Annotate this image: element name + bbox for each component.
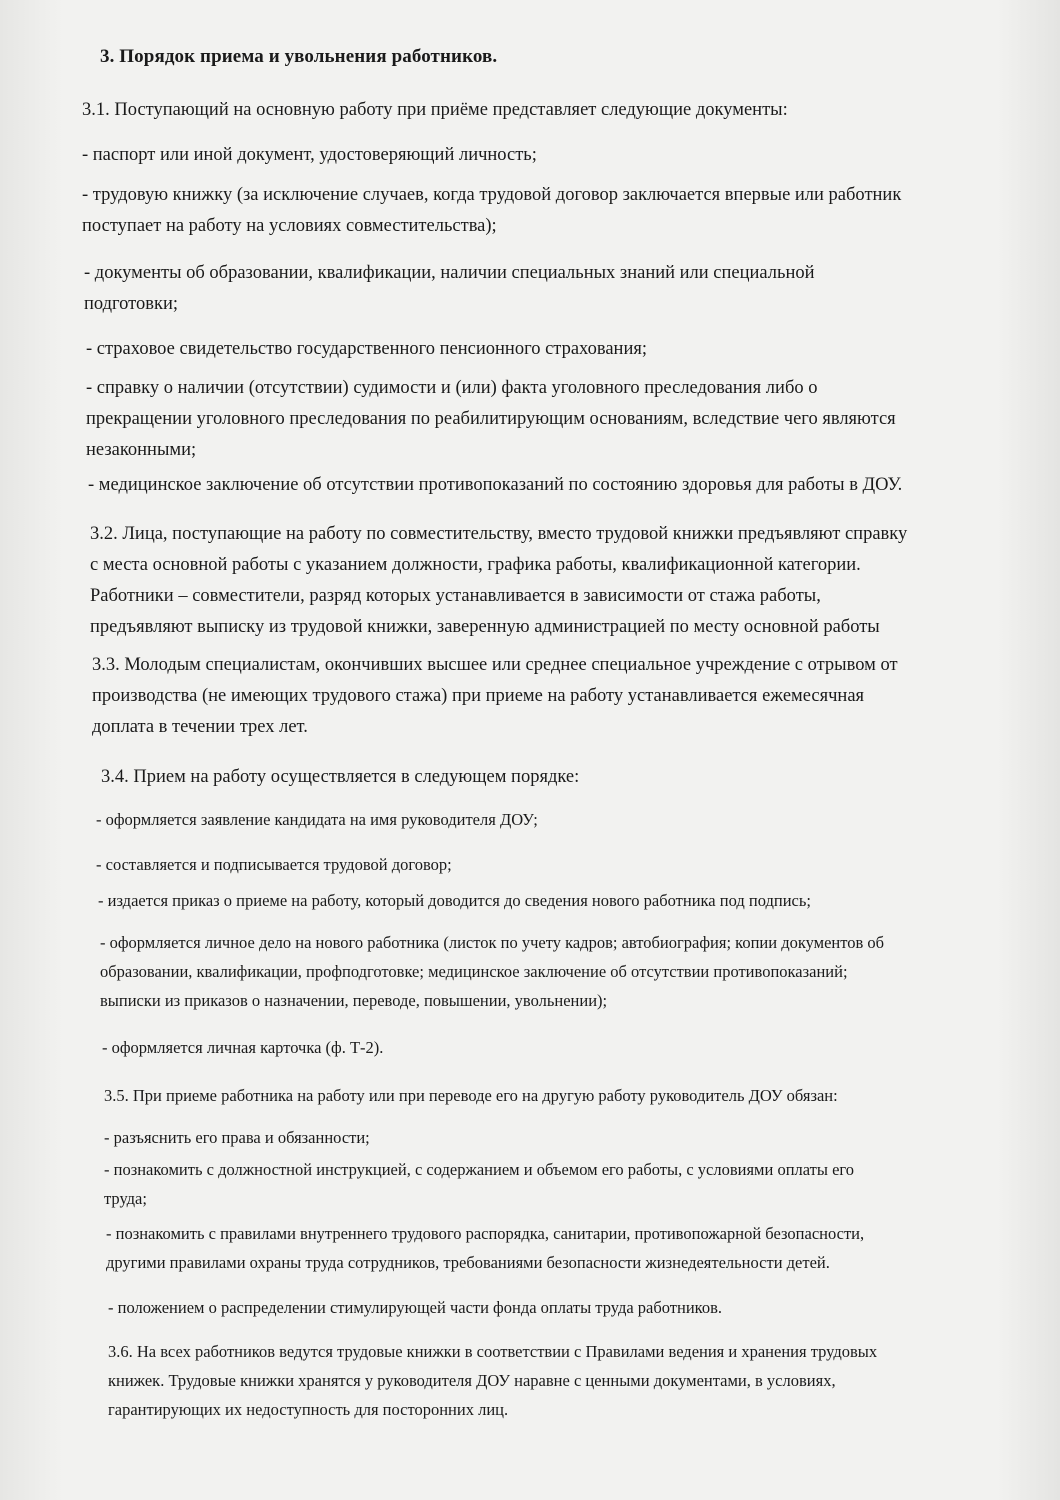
text-line: прекращении уголовного преследования по реабилитирующим основаниям, вследствие чего являются [86, 409, 896, 429]
text-line: - оформляется личное дело на нового работника (листок по учету кадров; автобиография; копии документов об [100, 933, 885, 952]
text-line: книжек. Трудовые книжки хранятся у руководителя ДОУ наравне с ценными документами, в условиях, [108, 1371, 836, 1390]
text-line: - положением о распределении стимулирующей части фонда оплаты труда работников. [108, 1298, 723, 1317]
text-line: - справку о наличии (отсутствии) судимости и (или) факта уголовного преследования либо о [86, 378, 818, 398]
paragraph-17 [104, 1123, 370, 1152]
paragraph-20 [108, 1293, 722, 1322]
text-line: выписки из приказов о назначении, переводе, повышении, увольнении); [100, 991, 608, 1010]
text-line: производства (не имеющих трудового стажа) при приеме на работу устанавливается ежемесячная [92, 686, 865, 706]
text-line: - разъяснить его права и обязанности; [104, 1128, 370, 1147]
paragraph-7 [88, 470, 902, 501]
paragraph-2 [82, 140, 537, 171]
text-line: 3.5. При приеме работника на работу или при переводе его на другую работу руководитель ДОУ обязан: [104, 1086, 838, 1105]
text-line: - паспорт или иной документ, удостоверяющий личность; [82, 145, 537, 165]
paragraph-1 [82, 95, 788, 126]
paragraph-16 [104, 1081, 838, 1110]
text-line: другими правилами охраны труда сотрудников, требованиями безопасности жизнедеятельности детей. [106, 1253, 830, 1272]
text-line: - страховое свидетельство государственного пенсионного страхования; [86, 339, 648, 359]
text-line: доплата в течении трех лет. [92, 717, 308, 737]
text-line: - оформляется заявление кандидата на имя руководителя ДОУ; [96, 810, 538, 829]
text-line: 3.4. Прием на работу осуществляется в следующем порядке: [101, 767, 580, 787]
paragraph-6 [86, 373, 896, 466]
text-line: - издается приказ о приеме на работу, который доводится до сведения нового работника под подпись; [98, 891, 811, 910]
paragraph-14 [100, 928, 884, 1015]
paragraph-11 [96, 805, 538, 834]
text-line: поступает на работу на условиях совместительства); [82, 216, 497, 236]
paragraph-21 [108, 1337, 877, 1424]
text-line: - трудовую книжку (за исключение случаев, когда трудовой договор заключается впервые или работник [82, 185, 902, 205]
text-line: - медицинское заключение об отсутствии противопоказаний по состоянию здоровья для работы в ДОУ. [88, 475, 903, 495]
text-line: - составляется и подписывается трудовой договор; [96, 855, 452, 874]
paragraph-15 [102, 1033, 383, 1062]
paragraph-10 [101, 762, 579, 793]
paragraph-12 [96, 850, 452, 879]
text-line: предъявляют выписку из трудовой книжки, заверенную администрацией по месту основной работы [90, 617, 880, 637]
text-line: Работники – совместители, разряд которых устанавливается в зависимости от стажа работы, [90, 586, 821, 606]
paragraph-3 [82, 180, 901, 242]
text-line: 3.3. Молодым специалистам, окончивших высшее или среднее специальное учреждение с отрывом от [92, 655, 898, 675]
section-heading: 3. Порядок приема и увольнения работников. [100, 46, 498, 67]
paragraph-8 [90, 519, 907, 643]
text-line: образовании, квалификации, профподготовке; медицинское заключение об отсутствии противопоказаний; [100, 962, 848, 981]
text-line: подготовки; [84, 294, 179, 314]
paragraph-5 [86, 334, 647, 365]
text-line: труда; [104, 1189, 147, 1208]
paragraph-13 [98, 886, 811, 915]
paragraph-4 [84, 258, 815, 320]
text-line: с места основной работы с указанием должности, графика работы, квалификационной категории. [90, 555, 861, 575]
text-line: незаконными; [86, 440, 197, 460]
paragraph-19 [106, 1219, 864, 1277]
text-line: 3.6. На всех работников ведутся трудовые книжки в соответствии с Правилами ведения и хранения трудовых [108, 1342, 878, 1361]
paragraph-9 [92, 650, 898, 743]
paragraph-18 [104, 1155, 854, 1213]
text-line: - познакомить с правилами внутреннего трудового распорядка, санитарии, противопожарной безопасности, [106, 1224, 865, 1243]
text-line: - познакомить с должностной инструкцией, с содержанием и объемом его работы, с условиями оплаты его [104, 1160, 855, 1179]
text-line: 3.1. Поступающий на основную работу при приёме представляет следующие документы: [82, 100, 788, 120]
text-line: - документы об образовании, квалификации, наличии специальных знаний или специальной [84, 263, 815, 283]
text-line: гарантирующих их недоступность для посторонних лиц. [108, 1400, 509, 1419]
text-line: - оформляется личная карточка (ф. Т-2). [102, 1038, 384, 1057]
text-line: 3.2. Лица, поступающие на работу по совместительству, вместо трудовой книжки предъявляют справку [90, 524, 908, 544]
